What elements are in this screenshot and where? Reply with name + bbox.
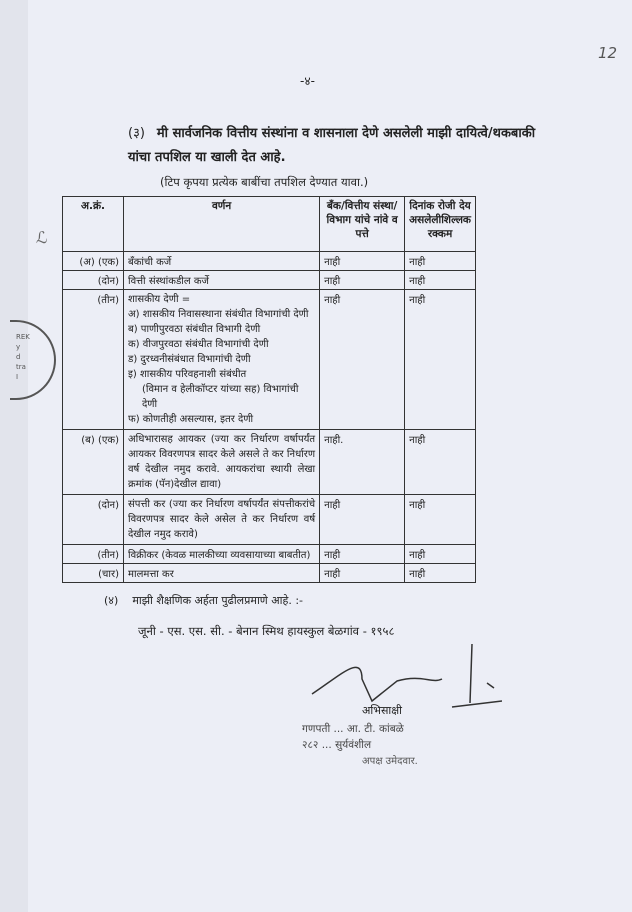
table-row [63,290,476,430]
row-number: (दोन) [63,495,124,545]
row-number: (चार) [63,564,124,583]
sub-item: (विमान व हेलीकॉप्टर यांच्या सह) विभागांची देणी [142,384,299,410]
row-number: (तीन) [63,290,124,430]
sub-item: इ) शासकीय परिवहनाशी संबंधीत [128,369,247,380]
document-body [62,122,536,769]
table-row [63,430,476,495]
section-4-heading [104,593,476,609]
row-institution: नाही [320,271,405,290]
signatory-name [302,721,502,753]
row-amount: नाही [405,495,476,545]
row-institution: नाही [320,545,405,564]
handwritten-mark: ℒ [36,228,48,247]
handwritten-signature [302,639,502,709]
row-amount: नाही [405,252,476,271]
page-corner-number: 12 [598,44,618,62]
candidate-label: अपक्ष उमेदवार. [362,756,418,767]
row-description: विक्रीकर (केवळ मालकीच्या व्यवसायाच्या बाबतीत) [124,545,320,564]
row-description: वित्ती संस्थांकडील कर्जे [124,271,320,290]
page-header: -४- [300,74,315,88]
row-amount: नाही [405,430,476,495]
official-seal-stamp: REK y d tra I [10,320,56,400]
liabilities-table [62,196,476,583]
attestor-label: अभिसाक्षी [362,704,403,717]
scan-edge [0,0,28,912]
table-header-row [63,197,476,252]
section-3-note: (टिप कृपया प्रत्येक बाबींचा तपशिल देण्यात यावा.) [160,175,369,189]
name-line: गणपती ... आ. टी. कांबळे [302,723,404,735]
section-number: (३) [128,126,145,141]
row-amount: नाही [405,290,476,430]
sub-item: अ) शासकीय निवासस्थाना संबंधीत विभागांची देणी [128,309,309,320]
education-detail: जूनी - एस. एस. सी. - बेनान स्मिथ हायस्कुल बेळगांव - १९५८ [138,624,395,638]
col-header-description: वर्णन [124,197,320,252]
row-amount: नाही [405,564,476,583]
row-amount: नाही [405,271,476,290]
sub-item: ब) पाणीपुरवठा संबंधीत विभागी देणी [128,324,261,335]
section-text: मी सार्वजनिक वित्तीय संस्थांना व शासनाला देणे असलेली माझी दायित्वे/थकबाकी यांचा तपशिल या खाली देत आहे. [128,126,536,165]
row-number: (अ) (एक) [63,252,124,271]
row-description [124,290,320,430]
row-description: संपत्ती कर (ज्या कर निर्धारण वर्षापर्यंत संपत्तीकरांचे विवरणपत्र सादर केले असेल ते कर निर्धारण वर्ष देखील नमुद करावे) [124,495,320,545]
col-header-serial: अ.क्रं. [63,197,124,252]
row-institution: नाही. [320,430,405,495]
row-institution: नाही [320,564,405,583]
row-description: अधिभारासह आयकर (ज्या कर निर्धारण वर्षापर्यंत आयकर विवरणपत्र सादर केले असले ते कर निर्धारण वर्ष देखील नमुद करावे. आयकरांचा स्थायी लेखा क्रमांक (पॅन)देखील द्यावा) [124,430,320,495]
sub-item: फ) कोणतीही असल्यास, इतर देणी [128,414,254,425]
section-number: (४) [104,594,119,607]
row-institution: नाही [320,290,405,430]
section-3-heading [128,122,548,170]
table-row [63,495,476,545]
col-header-institution: बँक/वित्तीय संस्था/विभाग यांचे नांवे व पत्ते [320,197,405,252]
row-description: मालमत्ता कर [124,564,320,583]
table-row [63,545,476,564]
table-row [63,271,476,290]
row-description-title: शासकीय देणी = [128,294,191,305]
table-row [63,564,476,583]
signature-block [302,639,502,769]
row-institution: नाही [320,495,405,545]
name-line: २८२ ... सुर्यवंशील [302,739,372,751]
sub-item: ड) दुरध्वनीसंबंधात विभागांची देणी [128,354,251,365]
row-number: (ब) (एक) [63,430,124,495]
row-amount: नाही [405,545,476,564]
section-text: माझी शैक्षणिक अर्हता पुढीलप्रमाणे आहे. :- [132,594,304,607]
sub-item: क) वीजपुरवठा संबंधीत विभागांची देणी [128,339,269,350]
row-description: बँकांची कर्जे [124,252,320,271]
row-number: (दोन) [63,271,124,290]
row-institution: नाही [320,252,405,271]
row-number: (तीन) [63,545,124,564]
col-header-amount: दिनांक रोजी देय असलेलीशिल्लक रक्कम [405,197,476,252]
table-row [63,252,476,271]
